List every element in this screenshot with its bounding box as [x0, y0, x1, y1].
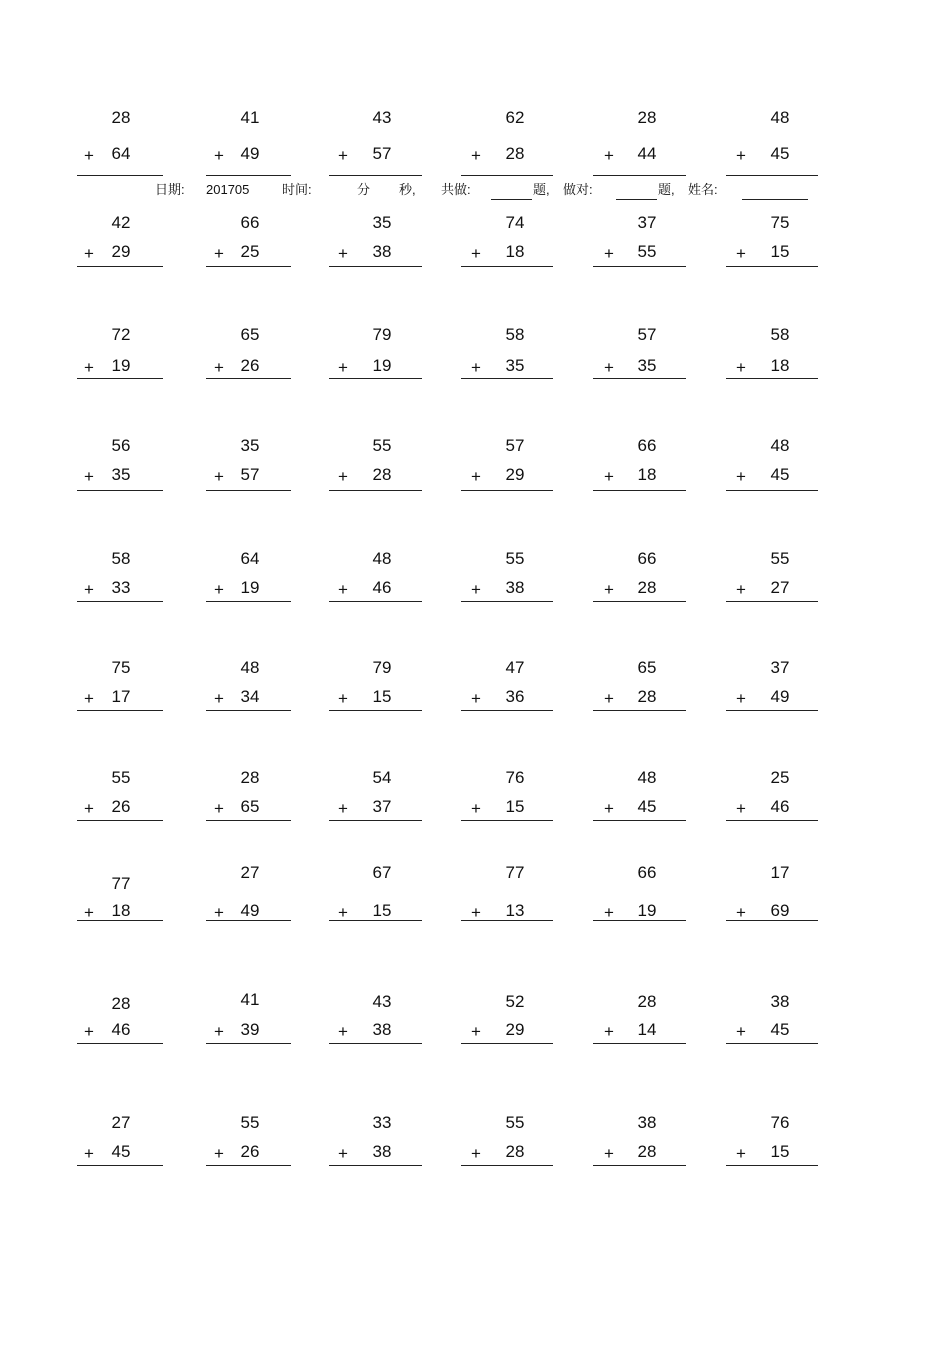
answer-line[interactable] — [329, 175, 422, 176]
plus-sign: + — [736, 1144, 746, 1163]
answer-line[interactable] — [329, 378, 422, 379]
plus-sign: + — [736, 689, 746, 708]
plus-sign: + — [471, 467, 481, 486]
plus-sign: + — [84, 903, 94, 922]
plus-sign: + — [604, 244, 614, 263]
answer-line[interactable] — [206, 490, 291, 491]
augend: 28 — [637, 992, 657, 1011]
answer-line[interactable] — [593, 1043, 686, 1044]
augend: 28 — [111, 994, 131, 1013]
answer-line[interactable] — [593, 490, 686, 491]
addend: 38 — [372, 1020, 392, 1039]
plus-sign: + — [604, 799, 614, 818]
plus-sign: + — [338, 467, 348, 486]
plus-sign: + — [84, 580, 94, 599]
plus-sign: + — [214, 244, 224, 263]
plus-sign: + — [604, 146, 614, 165]
augend: 52 — [505, 992, 525, 1011]
plus-sign: + — [84, 1022, 94, 1041]
augend: 54 — [372, 768, 392, 787]
answer-line[interactable] — [593, 378, 686, 379]
addend: 38 — [372, 1142, 392, 1161]
plus-sign: + — [338, 903, 348, 922]
plus-sign: + — [736, 799, 746, 818]
answer-line[interactable] — [593, 820, 686, 821]
answer-line[interactable] — [206, 601, 291, 602]
addend: 39 — [240, 1020, 260, 1039]
answer-line[interactable] — [206, 378, 291, 379]
answer-line[interactable] — [77, 601, 163, 602]
augend: 27 — [240, 863, 260, 882]
addend: 28 — [505, 1142, 525, 1161]
total-label: 共做: — [441, 182, 471, 197]
answer-line[interactable] — [726, 710, 818, 711]
augend: 66 — [637, 549, 657, 568]
plus-sign: + — [338, 799, 348, 818]
augend: 37 — [770, 658, 790, 677]
addend: 45 — [770, 1020, 790, 1039]
augend: 28 — [240, 768, 260, 787]
date-label: 日期: — [155, 182, 185, 197]
addend: 13 — [505, 901, 525, 920]
addend: 36 — [505, 687, 525, 706]
correct-label: 做对: — [563, 182, 593, 197]
plus-sign: + — [604, 1022, 614, 1041]
augend: 47 — [505, 658, 525, 677]
answer-line[interactable] — [77, 820, 163, 821]
date-value: 201705 — [206, 182, 250, 197]
augend: 35 — [372, 213, 392, 232]
plus-sign: + — [338, 580, 348, 599]
plus-sign: + — [736, 580, 746, 599]
addend: 49 — [240, 144, 260, 163]
addend: 46 — [111, 1020, 131, 1039]
augend: 17 — [770, 863, 790, 882]
augend: 75 — [111, 658, 131, 677]
addend: 64 — [111, 144, 131, 163]
plus-sign: + — [471, 1144, 481, 1163]
answer-line[interactable] — [461, 820, 553, 821]
addend: 35 — [505, 356, 525, 375]
addend: 38 — [505, 578, 525, 597]
plus-sign: + — [338, 244, 348, 263]
augend: 27 — [111, 1113, 131, 1132]
addend: 35 — [637, 356, 657, 375]
addend: 65 — [240, 797, 260, 816]
addend: 57 — [240, 465, 260, 484]
plus-sign: + — [84, 358, 94, 377]
addend: 28 — [637, 578, 657, 597]
answer-line[interactable] — [593, 601, 686, 602]
answer-line[interactable] — [206, 1043, 291, 1044]
augend: 33 — [372, 1113, 392, 1132]
plus-sign: + — [214, 358, 224, 377]
augend: 55 — [505, 549, 525, 568]
answer-line[interactable] — [461, 1165, 553, 1166]
addend: 29 — [111, 242, 131, 261]
addend: 55 — [637, 242, 657, 261]
answer-line[interactable] — [461, 1043, 553, 1044]
answer-line[interactable] — [726, 601, 818, 602]
addend: 15 — [372, 901, 392, 920]
plus-sign: + — [84, 244, 94, 263]
answer-line[interactable] — [329, 1043, 422, 1044]
answer-line[interactable] — [329, 490, 422, 491]
augend: 57 — [637, 325, 657, 344]
plus-sign: + — [84, 1144, 94, 1163]
plus-sign: + — [471, 1022, 481, 1041]
time-label: 时间: — [282, 182, 312, 197]
augend: 58 — [111, 549, 131, 568]
addend: 28 — [637, 687, 657, 706]
augend: 55 — [240, 1113, 260, 1132]
addend: 28 — [372, 465, 392, 484]
addend: 18 — [637, 465, 657, 484]
plus-sign: + — [214, 1022, 224, 1041]
addend: 19 — [111, 356, 131, 375]
augend: 28 — [637, 108, 657, 127]
augend: 65 — [637, 658, 657, 677]
plus-sign: + — [214, 146, 224, 165]
addend: 15 — [372, 687, 392, 706]
addend: 46 — [770, 797, 790, 816]
augend: 67 — [372, 863, 392, 882]
answer-line[interactable] — [206, 920, 291, 921]
plus-sign: + — [471, 580, 481, 599]
augend: 75 — [770, 213, 790, 232]
augend: 48 — [372, 549, 392, 568]
plus-sign: + — [604, 1144, 614, 1163]
addend: 14 — [637, 1020, 657, 1039]
addend: 25 — [240, 242, 260, 261]
plus-sign: + — [338, 358, 348, 377]
augend: 72 — [111, 325, 131, 344]
second-label: 秒, — [399, 182, 416, 197]
correct-blank[interactable] — [616, 199, 657, 200]
augend: 41 — [240, 108, 260, 127]
addend: 28 — [637, 1142, 657, 1161]
answer-line[interactable] — [726, 266, 818, 267]
name-blank[interactable] — [742, 199, 808, 200]
answer-line[interactable] — [461, 378, 553, 379]
augend: 55 — [505, 1113, 525, 1132]
plus-sign: + — [338, 1022, 348, 1041]
answer-line[interactable] — [461, 490, 553, 491]
answer-line[interactable] — [726, 490, 818, 491]
plus-sign: + — [214, 1144, 224, 1163]
augend: 37 — [637, 213, 657, 232]
augend: 62 — [505, 108, 525, 127]
addend: 15 — [770, 1142, 790, 1161]
addend: 46 — [372, 578, 392, 597]
plus-sign: + — [471, 358, 481, 377]
addend: 45 — [637, 797, 657, 816]
augend: 42 — [111, 213, 131, 232]
augend: 66 — [637, 863, 657, 882]
total-blank[interactable] — [491, 199, 532, 200]
plus-sign: + — [84, 799, 94, 818]
answer-line[interactable] — [461, 266, 553, 267]
augend: 28 — [111, 108, 131, 127]
plus-sign: + — [84, 467, 94, 486]
augend: 77 — [505, 863, 525, 882]
addend: 35 — [111, 465, 131, 484]
augend: 48 — [240, 658, 260, 677]
answer-line[interactable] — [726, 175, 818, 176]
augend: 48 — [637, 768, 657, 787]
answer-line[interactable] — [206, 266, 291, 267]
plus-sign: + — [736, 358, 746, 377]
plus-sign: + — [604, 903, 614, 922]
answer-line[interactable] — [206, 175, 291, 176]
addend: 49 — [770, 687, 790, 706]
addend: 37 — [372, 797, 392, 816]
answer-line[interactable] — [593, 710, 686, 711]
addend: 19 — [637, 901, 657, 920]
answer-line[interactable] — [726, 820, 818, 821]
addend: 45 — [770, 465, 790, 484]
answer-line[interactable] — [461, 710, 553, 711]
answer-line[interactable] — [726, 378, 818, 379]
answer-line[interactable] — [77, 175, 163, 176]
augend: 56 — [111, 436, 131, 455]
plus-sign: + — [736, 467, 746, 486]
augend: 64 — [240, 549, 260, 568]
plus-sign: + — [84, 146, 94, 165]
plus-sign: + — [604, 467, 614, 486]
answer-line[interactable] — [77, 710, 163, 711]
answer-line[interactable] — [461, 175, 553, 176]
minute-label: 分 — [357, 182, 371, 197]
plus-sign: + — [736, 244, 746, 263]
addend: 17 — [111, 687, 131, 706]
answer-line[interactable] — [593, 920, 686, 921]
addend: 29 — [505, 1020, 525, 1039]
plus-sign: + — [214, 580, 224, 599]
plus-sign: + — [214, 799, 224, 818]
plus-sign: + — [214, 467, 224, 486]
augend: 77 — [111, 874, 131, 893]
answer-line[interactable] — [329, 710, 422, 711]
answer-line[interactable] — [329, 820, 422, 821]
plus-sign: + — [471, 903, 481, 922]
answer-line[interactable] — [77, 1165, 163, 1166]
augend: 76 — [505, 768, 525, 787]
addend: 18 — [505, 242, 525, 261]
augend: 41 — [240, 990, 260, 1009]
answer-line[interactable] — [461, 601, 553, 602]
augend: 43 — [372, 108, 392, 127]
plus-sign: + — [471, 146, 481, 165]
addend: 26 — [240, 1142, 260, 1161]
answer-line[interactable] — [77, 490, 163, 491]
addend: 26 — [240, 356, 260, 375]
plus-sign: + — [736, 903, 746, 922]
addend: 33 — [111, 578, 131, 597]
augend: 35 — [240, 436, 260, 455]
addend: 69 — [770, 901, 790, 920]
header-info-line — [0, 182, 950, 202]
addend: 18 — [111, 901, 131, 920]
addend: 45 — [770, 144, 790, 163]
answer-line[interactable] — [206, 1165, 291, 1166]
augend: 38 — [770, 992, 790, 1011]
addend: 29 — [505, 465, 525, 484]
plus-sign: + — [84, 689, 94, 708]
plus-sign: + — [604, 580, 614, 599]
answer-line[interactable] — [329, 601, 422, 602]
augend: 48 — [770, 436, 790, 455]
augend: 55 — [372, 436, 392, 455]
answer-line[interactable] — [726, 1165, 818, 1166]
answer-line[interactable] — [593, 175, 686, 176]
augend: 79 — [372, 658, 392, 677]
question-label-1: 题, — [533, 182, 550, 197]
plus-sign: + — [604, 689, 614, 708]
addend: 28 — [505, 144, 525, 163]
answer-line[interactable] — [593, 1165, 686, 1166]
plus-sign: + — [338, 1144, 348, 1163]
addend: 19 — [240, 578, 260, 597]
addend: 18 — [770, 356, 790, 375]
augend: 57 — [505, 436, 525, 455]
plus-sign: + — [338, 146, 348, 165]
addend: 38 — [372, 242, 392, 261]
plus-sign: + — [736, 146, 746, 165]
augend: 66 — [240, 213, 260, 232]
answer-line[interactable] — [726, 1043, 818, 1044]
answer-line[interactable] — [329, 920, 422, 921]
plus-sign: + — [338, 689, 348, 708]
addend: 15 — [505, 797, 525, 816]
answer-line[interactable] — [206, 710, 291, 711]
answer-line[interactable] — [593, 266, 686, 267]
plus-sign: + — [736, 1022, 746, 1041]
augend: 43 — [372, 992, 392, 1011]
plus-sign: + — [471, 799, 481, 818]
plus-sign: + — [471, 689, 481, 708]
augend: 38 — [637, 1113, 657, 1132]
answer-line[interactable] — [329, 1165, 422, 1166]
addend: 19 — [372, 356, 392, 375]
name-label: 姓名: — [688, 182, 718, 197]
augend: 58 — [505, 325, 525, 344]
addend: 34 — [240, 687, 260, 706]
answer-line[interactable] — [461, 920, 553, 921]
addend: 44 — [637, 144, 657, 163]
addend: 45 — [111, 1142, 131, 1161]
addend: 26 — [111, 797, 131, 816]
answer-line[interactable] — [726, 920, 818, 921]
plus-sign: + — [604, 358, 614, 377]
answer-line[interactable] — [77, 1043, 163, 1044]
augend: 25 — [770, 768, 790, 787]
answer-line[interactable] — [206, 820, 291, 821]
addend: 57 — [372, 144, 392, 163]
augend: 58 — [770, 325, 790, 344]
augend: 55 — [770, 549, 790, 568]
answer-line[interactable] — [77, 266, 163, 267]
answer-line[interactable] — [329, 266, 422, 267]
augend: 55 — [111, 768, 131, 787]
augend: 76 — [770, 1113, 790, 1132]
addend: 49 — [240, 901, 260, 920]
plus-sign: + — [214, 903, 224, 922]
answer-line[interactable] — [77, 378, 163, 379]
augend: 66 — [637, 436, 657, 455]
augend: 65 — [240, 325, 260, 344]
addend: 27 — [770, 578, 790, 597]
addend: 15 — [770, 242, 790, 261]
answer-line[interactable] — [77, 920, 163, 921]
plus-sign: + — [471, 244, 481, 263]
question-label-2: 题, — [658, 182, 675, 197]
augend: 48 — [770, 108, 790, 127]
plus-sign: + — [214, 689, 224, 708]
augend: 79 — [372, 325, 392, 344]
augend: 74 — [505, 213, 525, 232]
